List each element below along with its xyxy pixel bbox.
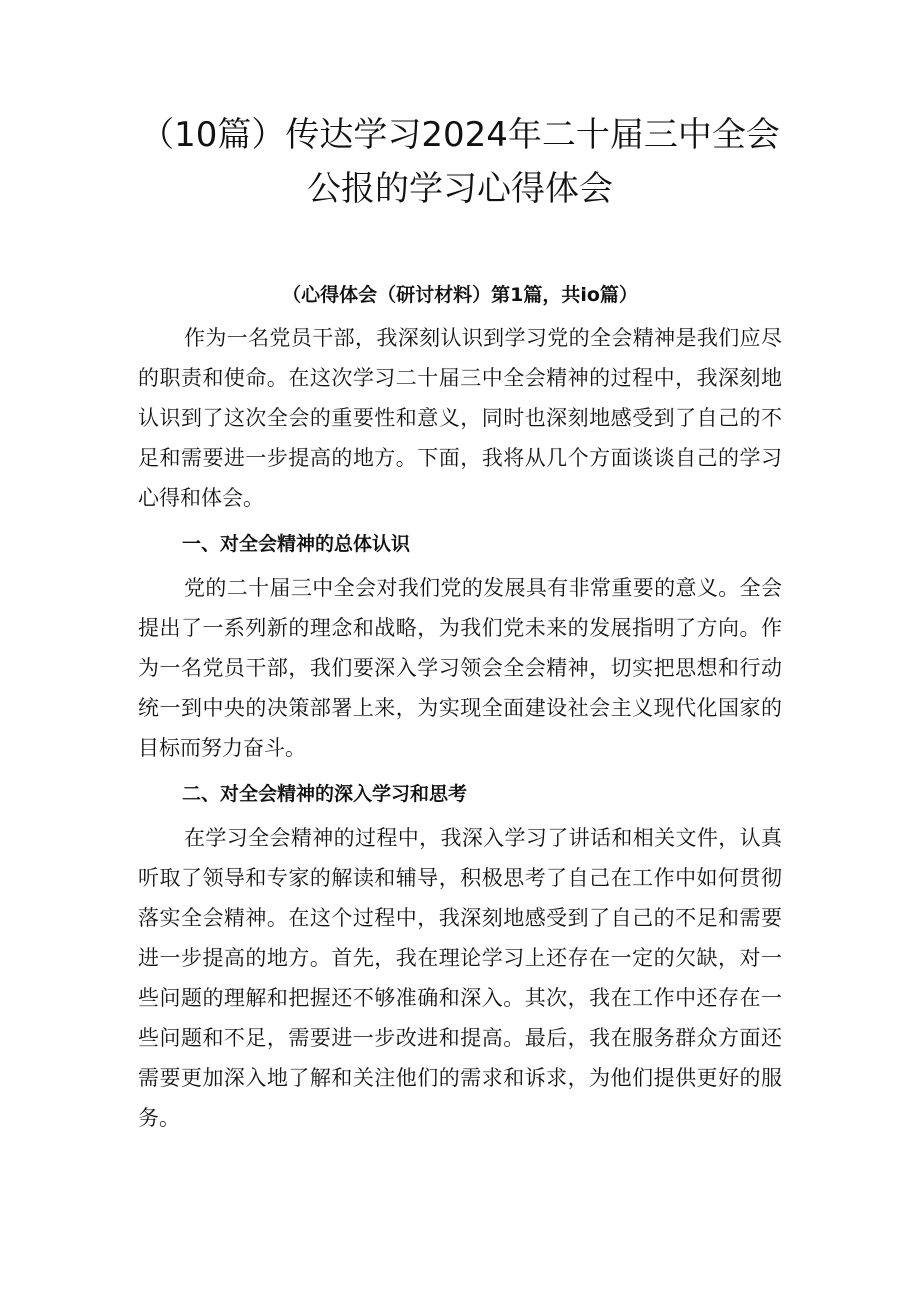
title-line-2: 公报的学习心得体会	[307, 169, 613, 209]
section-2-heading: 二、对全会精神的深入学习和思考	[182, 783, 468, 805]
document-subtitle: （心得体会（研讨材料）第1篇，共io篇）	[282, 284, 638, 306]
section-1-body: 党的二十届三中全会对我们党的发展具有非常重要的意义。全会提出了一系列新的理念和战略，为我们党未来的发展指明了方向。作为一名党员干部，我们要深入学习领会全会精神，切实把思想和行动统一到中央的决策部署上来，为实现全面建设社会主义现代化国家的目标而努力奋斗。	[138, 576, 782, 760]
section-1-heading: 一、对全会精神的总体认识	[182, 533, 411, 555]
intro-paragraph: 作为一名党员干部，我深刻认识到学习党的全会精神是我们应尽的职责和使命。在这次学习二十届三中全会精神的过程中，我深刻地认识到了这次全会的重要性和意义，同时也深刻地感受到了自己的不足和需要进一步提高的地方。下面，我将从几个方面谈谈自己的学习心得和体会。	[138, 326, 782, 510]
section-2-body: 在学习全会精神的过程中，我深入学习了讲话和相关文件，认真听取了领导和专家的解读和辅导，积极思考了自己在工作中如何贯彻落实全会精神。在这个过程中，我深刻地感受到了自己的不足和需要进一步提高的地方。首先，我在理论学习上还存在一定的欠缺，对一些问题的理解和把握还不够准确和深入。其次，我在工作中还存在一些问题和不足，需要进一步改进和提高。最后，我在服务群众方面还需要更加深入地了解和关注他们的需求和诉求，为他们提供更好的服务。	[138, 826, 782, 1130]
title-line-1: （10篇）传达学习2024年二十届三中全会	[140, 115, 780, 155]
document-title	[138, 108, 782, 216]
